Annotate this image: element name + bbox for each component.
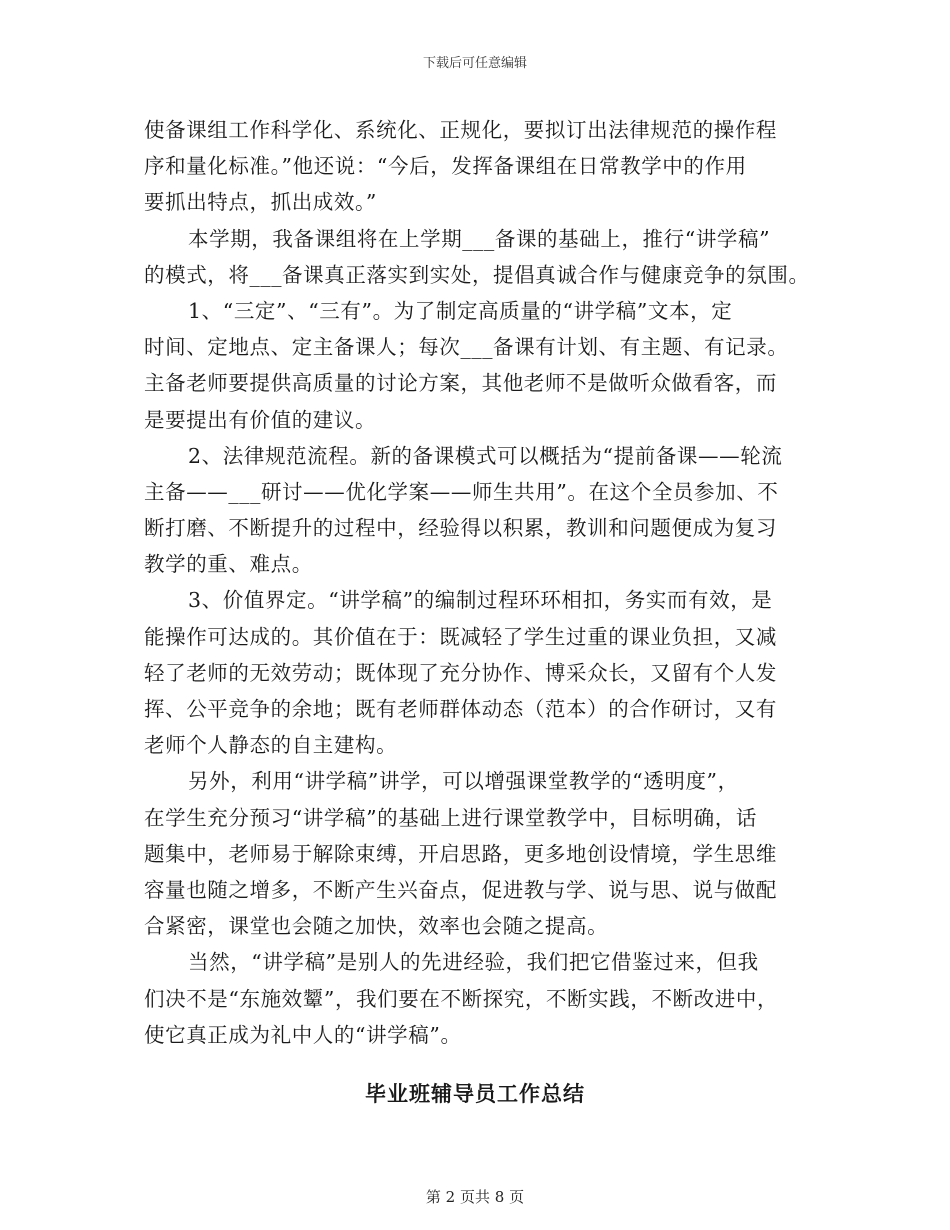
- text-line: 当然，“讲学稿”是别人的先进经验，我们把它借鉴过来，但我: [188, 950, 759, 975]
- text-line: 主备——___研讨——优化学案——师生共用”。在这个全员参加、不: [144, 479, 779, 504]
- text-line: 另外，利用“讲学稿”讲学，可以增强课堂教学的“透明度”，: [188, 769, 739, 794]
- text-line: 断打磨、不断提升的过程中，经验得以积累，教训和问题便成为复习: [144, 516, 777, 541]
- text-line: 挥、公平竞争的余地；既有老师群体动态（范本）的合作研讨，又有: [144, 697, 777, 721]
- text-line: 主备老师要提供高质量的讨论方案，其他老师不是做听众做看客，而: [144, 371, 777, 396]
- text-line: 们决不是“东施效颦”，我们要在不断探究，不断实践，不断改进中，: [144, 986, 779, 1011]
- text-line: 时间、定地点、定主备课人；每次___备课有计划、有主题、有记录。: [144, 335, 789, 360]
- text-line: 题集中，老师易于解除束缚，开启思路，更多地创设情境，学生思维: [144, 841, 777, 866]
- section-title: 毕业班辅导员工作总结: [365, 1081, 585, 1106]
- text-line: 轻了老师的无效劳动；既体现了充分协作、博采众长，又留有个人发: [144, 660, 777, 685]
- text-line: 容量也随之增多，不断产生兴奋点，促进教与学、说与思、说与做配: [144, 877, 777, 902]
- page-header: 下载后可任意编辑: [422, 56, 527, 71]
- text-line: 2、法律规范流程。新的备课模式可以概括为“提前备课——轮流: [188, 443, 783, 468]
- text-line: 的模式，将___备课真正落实到实处，提倡真诚合作与健康竞争的氛围。: [144, 262, 810, 287]
- text-line: 能操作可达成的。其价值在于：既减轻了学生过重的课业负担，又减: [144, 624, 777, 649]
- text-line: 本学期，我备课组将在上学期___备课的基础上，推行“讲学稿”: [188, 226, 771, 251]
- page-footer: 第 2 页共 8 页: [425, 1188, 525, 1206]
- text-line: 使备课组工作科学化、系统化、正规化，要拟订出法律规范的操作程: [144, 118, 777, 142]
- text-line: 在学生充分预习“讲学稿”的基础上进行课堂教学中，目标明确，话: [144, 805, 757, 830]
- text-line: 合紧密，课堂也会随之加快，效率也会随之提高。: [144, 914, 609, 939]
- text-line: 3、价值界定。“讲学稿”的编制过程环环相扣，务实而有效，是: [188, 588, 773, 613]
- text-line: 要抓出特点，抓出成效。”: [144, 190, 377, 215]
- text-line: 使它真正成为礼中人的“讲学稿”。: [144, 1022, 462, 1047]
- text-line: 老师个人静态的自主建构。: [144, 733, 398, 758]
- body-text: [144, 112, 812, 1053]
- text-line: 1、“三定”、“三有”。为了制定高质量的“讲学稿”文本，定: [188, 298, 733, 323]
- text-line: 序和量化标准。”他还说：“今后，发挥备课组在日常教学中的作用: [144, 154, 747, 179]
- text-line: 教学的重、难点。: [144, 552, 313, 577]
- text-line: 是要提出有价值的建议。: [144, 407, 377, 432]
